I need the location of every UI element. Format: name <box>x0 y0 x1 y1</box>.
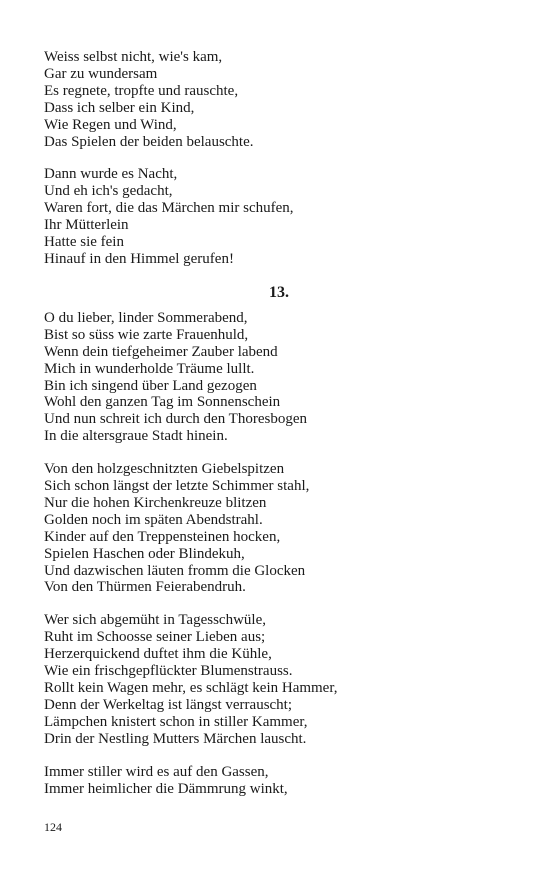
verse-line: Herzerquickend duftet ihm die Kühle, <box>44 646 272 663</box>
verse-line: Und eh ich's gedacht, <box>44 183 173 200</box>
verse-line: Ihr Mütterlein <box>44 217 129 234</box>
verse-line: Das Spielen der beiden belauschte. <box>44 133 254 150</box>
verse-line: Dann wurde es Nacht, <box>44 166 178 183</box>
stanza <box>44 764 514 798</box>
verse-line: Ruht im Schoosse seiner Lieben aus; <box>44 629 266 646</box>
verse-line: Weiss selbst nicht, wie's kam, <box>44 49 223 65</box>
stanza <box>44 461 514 596</box>
verse-line: Und nun schreit ich durch den Thoresbogen <box>44 411 307 428</box>
verse-line: Golden noch im späten Abendstrahl. <box>44 511 263 528</box>
verse-line: Lämpchen knistert schon in stiller Kammer, <box>44 713 308 730</box>
verse-line: Wer sich abgemüht in Tagesschwüle, <box>44 612 266 629</box>
verse-line: Hatte sie fein <box>44 234 124 251</box>
verse-line: Von den holzgeschnitzten Giebelspitzen <box>44 461 285 478</box>
verse-line: Drin der Nestling Mutters Märchen lauscht. <box>44 730 307 747</box>
verse-line: Es regnete, tropfte und rauschte, <box>44 82 239 99</box>
stanza <box>44 310 514 445</box>
verse-line: Mich in wunderholde Träume lullt. <box>44 360 255 377</box>
stanza <box>44 49 514 150</box>
verse-line: O du lieber, linder Sommerabend, <box>44 309 248 326</box>
verse-line: Wenn dein tiefgeheimer Zauber labend <box>44 343 278 360</box>
page-content <box>44 49 514 813</box>
poem-previous <box>44 49 514 268</box>
verse-line: Hinauf in den Himmel gerufen! <box>44 250 234 267</box>
verse-line: Rollt kein Wagen mehr, es schlägt kein Hammer, <box>44 680 338 696</box>
verse-line: Wie Regen und Wind, <box>44 116 177 133</box>
verse-line: Bin ich singend über Land gezogen <box>44 377 257 394</box>
poem-number: 13. <box>269 283 289 301</box>
poem-13 <box>44 284 514 798</box>
verse-line: Kinder auf den Treppensteinen hocken, <box>44 528 281 545</box>
stanza <box>44 166 514 267</box>
verse-line: Nur die hohen Kirchenkreuze blitzen <box>44 494 267 511</box>
verse-line: Immer stiller wird es auf den Gassen, <box>44 763 269 780</box>
verse-line: Denn der Werkeltag ist längst verrauscht; <box>44 696 293 713</box>
verse-line: Bist so süss wie zarte Frauenhuld, <box>44 326 249 343</box>
verse-line: Dass ich selber ein Kind, <box>44 99 195 116</box>
verse-line: Von den Thürmen Feierabendruh. <box>44 579 246 596</box>
verse-line: Und dazwischen läuten fromm die Glocken <box>44 562 306 579</box>
verse-line: Immer heimlicher die Dämmrung winkt, <box>44 780 288 797</box>
verse-line: Wie ein frischgepflückter Blumenstrauss. <box>44 663 293 680</box>
verse-line: Gar zu wundersam <box>44 65 158 82</box>
verse-line: In die altersgraue Stadt hinein. <box>44 428 228 445</box>
page-number: 124 <box>44 820 62 834</box>
stanza <box>44 612 514 747</box>
verse-line: Waren fort, die das Märchen mir schufen, <box>44 200 294 217</box>
verse-line: Wohl den ganzen Tag im Sonnenschein <box>44 394 281 411</box>
verse-line: Spielen Haschen oder Blindekuh, <box>44 545 245 562</box>
verse-line: Sich schon längst der letzte Schimmer stahl, <box>44 478 310 495</box>
